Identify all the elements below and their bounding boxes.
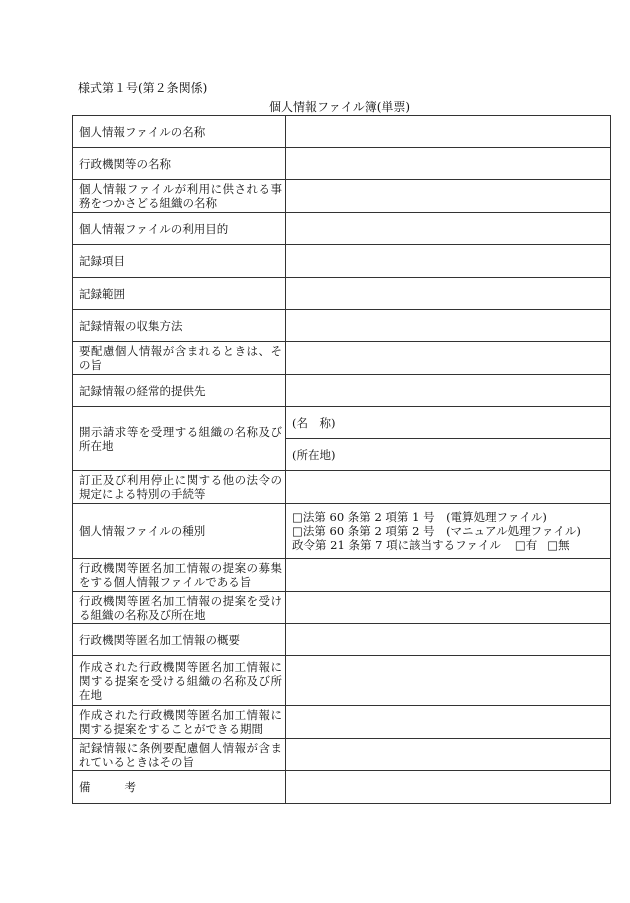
row-label: 記録範囲 [73,278,286,310]
option-manual: □法第 60 条第 2 項第 2 号 (マニュアル処理ファイル) [292,524,581,538]
row-value [286,624,611,656]
row-value [286,245,611,278]
table-row [73,278,611,310]
row-label: 記録情報に条例要配慮個人情報が含まれているときはその旨 [73,739,286,771]
ordinance-line [292,538,607,552]
table-row [73,213,611,245]
table-row [73,592,611,624]
row-value [286,656,611,706]
row-value [286,180,611,213]
remarks-char-1: 備 [79,780,91,794]
row-label: 記録情報の経常的提供先 [73,375,286,407]
row-value [286,559,611,592]
office-address-cell: (所在地) [286,439,611,471]
row-label: 記録項目 [73,245,286,278]
row-value [286,592,611,624]
row-label: 要配慮個人情報が含まれるときは、その旨 [73,342,286,375]
row-label-remarks [73,771,286,804]
form-title: 個人情報ファイル簿(単票) [268,100,411,114]
table-row [73,706,611,739]
register-table [72,115,611,804]
row-value [286,310,611,342]
row-value [286,148,611,180]
row-label: 行政機関等匿名加工情報の概要 [73,624,286,656]
row-value [286,375,611,407]
row-label: 個人情報ファイルの利用目的 [73,213,286,245]
choice-no: □無 [547,538,570,552]
row-label: 個人情報ファイルの種別 [73,504,286,559]
table-row [73,471,611,504]
remarks-char-2: 考 [124,780,136,794]
table-row [73,624,611,656]
table-row [73,245,611,278]
row-label: 行政機関等匿名加工情報の提案を受ける組織の名称及び所在地 [73,592,286,624]
row-value [286,739,611,771]
table-row [73,180,611,213]
row-label: 作成された行政機関等匿名加工情報に関する提案を受ける組織の名称及び所在地 [73,656,286,706]
office-name-cell: (名 称) [286,407,611,439]
table-row [73,407,611,439]
table-row [73,771,611,804]
row-value [286,706,611,739]
form-number: 様式第１号(第２条関係) [78,81,208,95]
remarks-value [286,771,611,804]
choice-yes: □有 [514,538,538,552]
table-row [73,656,611,706]
table-row [73,116,611,148]
table-row [73,504,611,559]
row-value [286,213,611,245]
option-electronic: □法第 60 条第 2 項第 1 号 (電算処理ファイル) [292,510,547,524]
table-row [73,310,611,342]
row-value [286,116,611,148]
row-value [286,278,611,310]
row-label: 記録情報の収集方法 [73,310,286,342]
table-row [73,739,611,771]
ordinance-text: 政令第 21 条第 7 項に該当するファイル [292,538,501,552]
row-label: 訂正及び利用停止に関する他の法令の規定による特別の手続等 [73,471,286,504]
row-value [286,471,611,504]
row-label: 作成された行政機関等匿名加工情報に関する提案をすることができる期間 [73,706,286,739]
row-label: 行政機関等の名称 [73,148,286,180]
row-label: 開示請求等を受理する組織の名称及び所在地 [73,407,286,471]
table-row [73,375,611,407]
table-row [73,559,611,592]
file-type-cell [286,504,611,559]
row-label: 個人情報ファイルの名称 [73,116,286,148]
table-row [73,342,611,375]
row-label: 個人情報ファイルが利用に供される事務をつかさどる組織の名称 [73,180,286,213]
row-label: 行政機関等匿名加工情報の提案の募集をする個人情報ファイルである旨 [73,559,286,592]
row-value [286,342,611,375]
table-row [73,148,611,180]
